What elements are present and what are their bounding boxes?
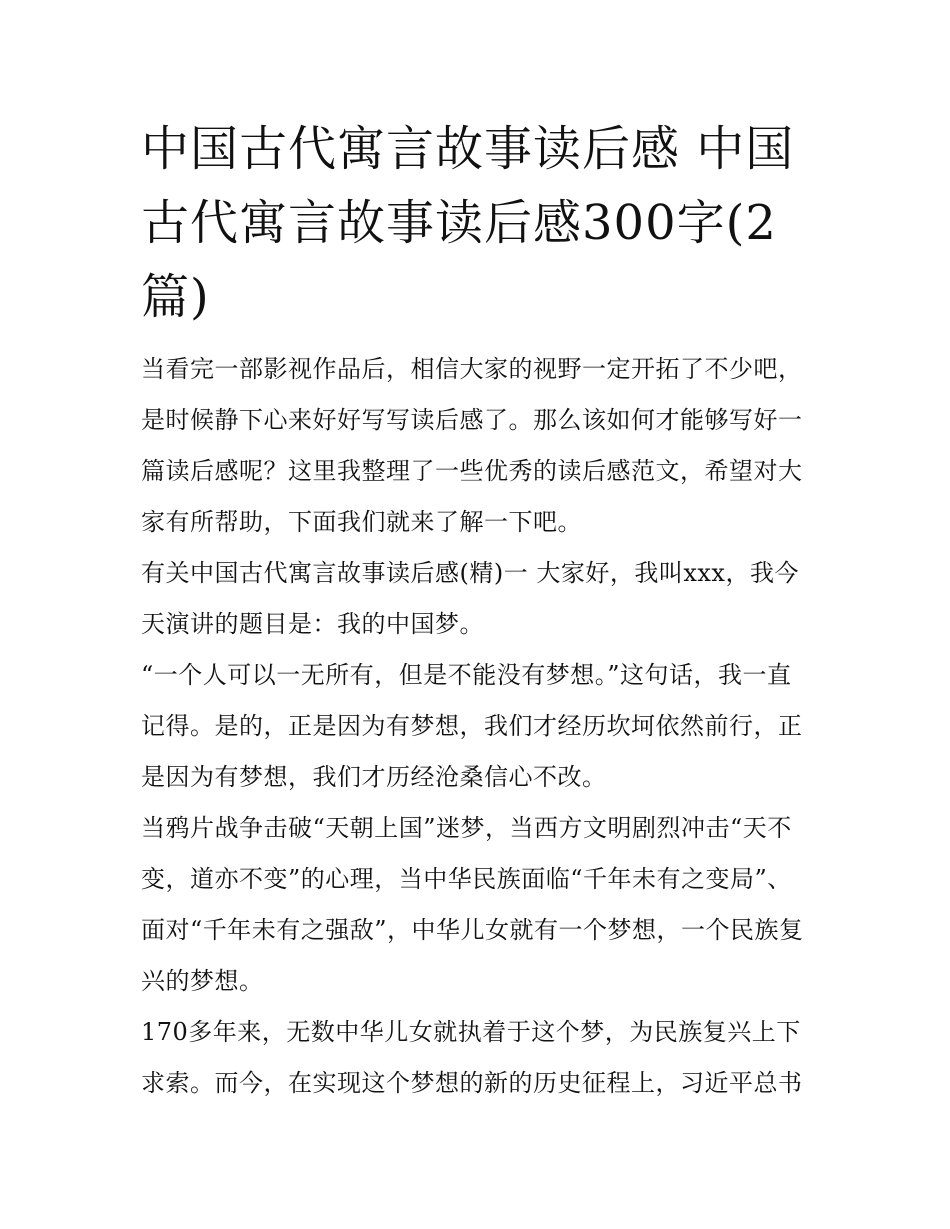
- paragraph-history: 当鸦片战争击破“天朝上国”迷梦，当西方文明剧烈冲击“天不变，道亦不变”的心理，当中华民族面临“千年未有之变局”、面对“千年未有之强敌”，中华儿女就有一个梦想，一个民族复兴的梦想。: [141, 814, 804, 995]
- paragraph-dream-quote: “一个人可以一无所有，但是不能没有梦想。”这句话，我一直记得。是的，正是因为有梦想，我们才经历坎坷依然前行，正是因为有梦想，我们才历经沧桑信心不改。: [141, 661, 803, 791]
- document-body: [141, 112, 813, 1109]
- document-title: 中国古代寓言故事读后感 中国古代寓言故事读后感300字(2篇): [141, 121, 795, 325]
- paragraph-170-years: 170多年来，无数中华儿女就执着于这个梦，为民族复兴上下求索。而今，在实现这个梦想的新的历史征程上，习近平总书: [141, 1018, 803, 1097]
- paragraph-intro: 当看完一部影视作品后，相信大家的视野一定开拓了不少吧，是时候静下心来好好写写读后感了。那么该如何才能够写好一篇读后感呢？这里我整理了一些优秀的读后感范文，希望对大家有所帮助，下面我们就来了解一下吧。: [141, 355, 803, 536]
- paragraph-speech-opening: 有关中国古代寓言故事读后感(精)一 大家好，我叫xxx，我今天演讲的题目是：我的中国梦。: [141, 559, 799, 638]
